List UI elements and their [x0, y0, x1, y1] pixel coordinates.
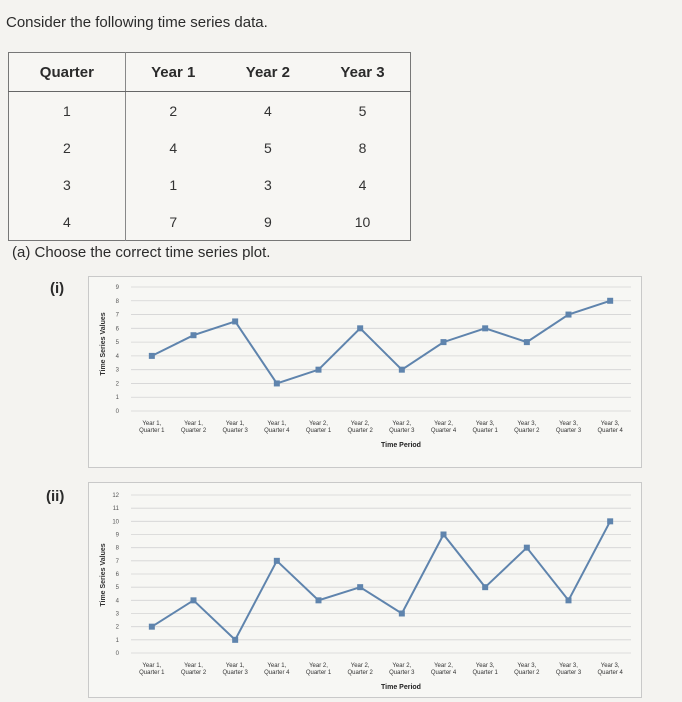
- header-year-2: Year 2: [221, 53, 315, 92]
- x-category-year: Year 3,: [517, 663, 537, 669]
- x-category-quarter: Quarter 3: [389, 428, 415, 434]
- data-point: [274, 558, 280, 564]
- data-point: [149, 353, 155, 359]
- data-point: [232, 318, 238, 324]
- x-category-year: Year 3,: [475, 421, 495, 427]
- table-row: [9, 203, 411, 241]
- data-point: [566, 597, 572, 603]
- table-cell: 9: [263, 213, 272, 230]
- part-a-prompt: (a) Choose the correct time series plot.: [12, 244, 271, 261]
- header-quarter: Quarter: [9, 53, 126, 92]
- option-label-ii[interactable]: (ii): [46, 488, 65, 505]
- chart-option-i[interactable]: [88, 276, 642, 468]
- data-point: [191, 332, 197, 338]
- header-year-3: Year 3: [315, 53, 410, 92]
- y-tick-label: 1: [115, 395, 119, 402]
- x-category-quarter: Quarter 2: [347, 670, 373, 676]
- table-cell: 4: [169, 139, 178, 156]
- x-category-quarter: Quarter 1: [139, 428, 165, 434]
- x-category-year: Year 1,: [142, 663, 162, 669]
- y-tick-label: 4: [115, 353, 119, 360]
- x-category-quarter: Quarter 4: [430, 428, 457, 434]
- y-tick-label: 7: [115, 558, 119, 565]
- x-category-year: Year 2,: [434, 421, 453, 427]
- x-category-quarter: Quarter 4: [597, 428, 623, 434]
- intro-text: Consider the following time series data.: [6, 14, 268, 31]
- data-point: [524, 339, 530, 345]
- y-tick-label: 7: [115, 312, 119, 319]
- y-tick-label: 2: [115, 381, 119, 388]
- table-cell: 4: [9, 203, 126, 241]
- table-cell: 4: [358, 176, 367, 193]
- x-category-year: Year 3,: [517, 421, 537, 427]
- chart-ii-svg: [89, 483, 641, 697]
- y-tick-label: 1: [115, 637, 119, 644]
- x-category-year: Year 2,: [434, 663, 453, 669]
- table-row: [9, 129, 411, 166]
- time-series-table: [8, 52, 411, 241]
- data-point: [482, 325, 488, 331]
- series-line: [152, 521, 610, 640]
- y-tick-label: 10: [112, 519, 119, 526]
- x-category-year: Year 3,: [600, 663, 620, 669]
- data-point: [316, 367, 322, 373]
- x-category-quarter: Quarter 4: [264, 670, 290, 676]
- x-category-quarter: Quarter 2: [180, 428, 207, 434]
- x-category-year: Year 2,: [309, 663, 328, 669]
- y-tick-label: 5: [115, 340, 119, 347]
- table-cell: 2: [9, 129, 126, 166]
- table-header-row: [9, 53, 411, 92]
- table-cell: 4: [263, 102, 272, 119]
- x-category-year: Year 1,: [142, 421, 162, 427]
- x-category-year: Year 2,: [392, 663, 412, 669]
- table-cell: 10: [354, 213, 371, 230]
- y-tick-label: 3: [115, 611, 119, 618]
- data-point: [482, 584, 488, 590]
- x-category-year: Year 3,: [559, 421, 578, 427]
- y-tick-label: 11: [112, 506, 119, 513]
- x-category-quarter: Quarter 1: [472, 670, 498, 676]
- data-point: [357, 325, 363, 331]
- data-point: [566, 312, 572, 318]
- table-cell: 8: [358, 139, 367, 156]
- x-category-year: Year 1,: [225, 421, 245, 427]
- data-point: [607, 298, 613, 304]
- y-tick-label: 8: [115, 545, 119, 552]
- x-category-year: Year 3,: [600, 421, 620, 427]
- table-cell: 3: [263, 176, 272, 193]
- data-point: [607, 518, 613, 524]
- table-cell: 3: [9, 166, 126, 203]
- data-point: [399, 611, 405, 617]
- x-category-year: Year 1,: [184, 663, 203, 669]
- data-point: [441, 532, 447, 538]
- y-tick-label: 9: [115, 285, 119, 291]
- data-point: [399, 367, 405, 373]
- x-category-year: Year 2,: [392, 421, 412, 427]
- x-axis-label: Time Period: [381, 442, 421, 449]
- y-tick-label: 0: [115, 651, 119, 657]
- header-year-1: Year 1: [125, 53, 220, 92]
- x-category-quarter: Quarter 2: [514, 428, 540, 434]
- x-category-year: Year 3,: [475, 663, 495, 669]
- x-category-quarter: Quarter 3: [222, 670, 248, 676]
- data-point: [191, 597, 197, 603]
- x-category-quarter: Quarter 2: [347, 428, 373, 434]
- table-cell: 5: [358, 102, 367, 119]
- x-category-quarter: Quarter 4: [597, 670, 623, 676]
- x-category-quarter: Quarter 2: [514, 670, 540, 676]
- table-cell: 1: [169, 176, 178, 193]
- x-category-quarter: Quarter 1: [305, 428, 332, 434]
- x-category-quarter: Quarter 1: [472, 428, 498, 434]
- y-tick-label: 6: [115, 572, 119, 578]
- data-point: [316, 597, 322, 603]
- y-tick-label: 4: [115, 598, 119, 605]
- y-tick-label: 0: [115, 409, 119, 415]
- x-axis-label: Time Period: [381, 684, 421, 691]
- x-category-quarter: Quarter 2: [180, 670, 207, 676]
- y-tick-label: 5: [115, 585, 119, 592]
- y-tick-label: 6: [115, 326, 119, 333]
- y-tick-label: 2: [115, 624, 119, 631]
- data-point: [357, 584, 363, 590]
- x-category-quarter: Quarter 1: [139, 670, 165, 676]
- y-tick-label: 3: [115, 367, 119, 374]
- x-category-year: Year 1,: [267, 421, 287, 427]
- table-cell: 1: [9, 92, 126, 130]
- option-label-i[interactable]: (i): [50, 280, 65, 297]
- x-category-quarter: Quarter 1: [305, 670, 332, 676]
- x-category-quarter: Quarter 3: [222, 428, 248, 434]
- data-point: [274, 380, 280, 386]
- x-category-year: Year 2,: [309, 421, 328, 427]
- data-point: [232, 637, 238, 643]
- x-category-quarter: Quarter 3: [389, 670, 415, 676]
- table-cell: 5: [263, 139, 272, 156]
- x-category-quarter: Quarter 4: [264, 428, 290, 434]
- chart-i-svg: [89, 277, 641, 467]
- data-point: [149, 624, 155, 630]
- table-cell: 2: [169, 102, 178, 119]
- x-category-year: Year 1,: [184, 421, 203, 427]
- x-category-quarter: Quarter 4: [430, 670, 457, 676]
- x-category-year: Year 2,: [350, 421, 370, 427]
- x-category-year: Year 1,: [267, 663, 287, 669]
- y-tick-label: 8: [115, 298, 119, 305]
- x-category-year: Year 3,: [559, 663, 578, 669]
- y-axis-label: Time Series Values: [100, 312, 107, 376]
- x-category-year: Year 2,: [350, 663, 370, 669]
- y-axis-label: Time Series Values: [100, 543, 107, 607]
- chart-option-ii[interactable]: [88, 482, 642, 698]
- y-tick-label: 9: [115, 532, 119, 539]
- x-category-quarter: Quarter 3: [555, 670, 582, 676]
- table-row: [9, 92, 411, 130]
- x-category-quarter: Quarter 3: [555, 428, 582, 434]
- y-tick-label: 12: [112, 493, 119, 499]
- data-point: [524, 545, 530, 551]
- table-cell: 7: [169, 213, 178, 230]
- data-point: [441, 339, 447, 345]
- table-row: [9, 166, 411, 203]
- x-category-year: Year 1,: [225, 663, 245, 669]
